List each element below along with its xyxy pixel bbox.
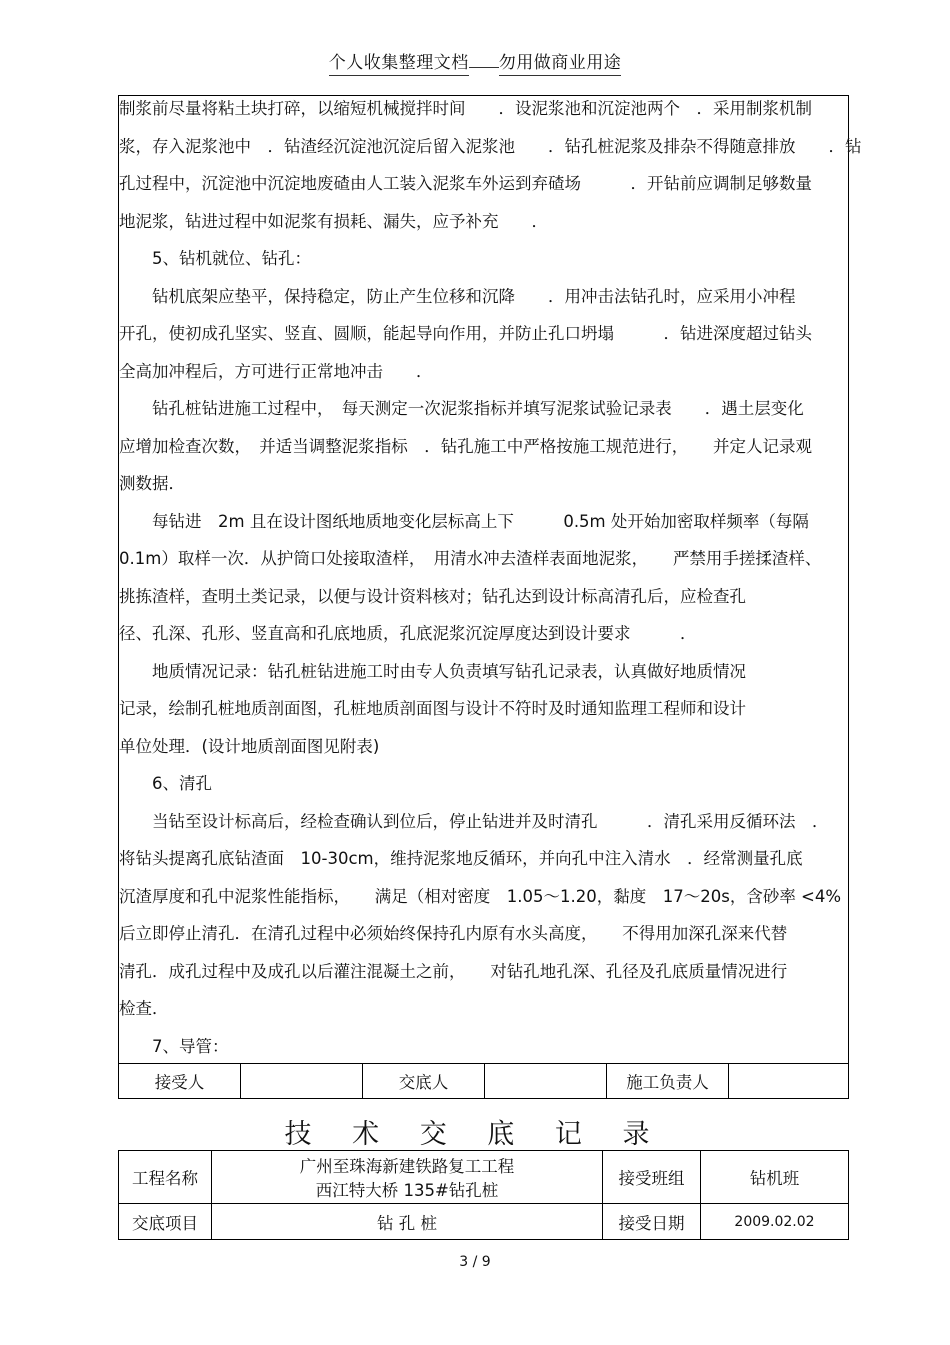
body-line: 每钻进 2m 且在设计图纸地质地变化层标高上下 0.5m 处开始加密取样频率（每隔 [119,512,809,531]
body-line: 开孔，使初成孔坚实、竖直、圆顺，能起导向作用，并防止孔口坍塌 ．钻进深度超过钻头 [119,324,812,343]
body-line: 测数据． [119,474,185,493]
project-name-line1: 广州至珠海新建铁路复工工程 [299,1157,515,1176]
signature-row [119,1063,848,1098]
body-line: 挑拣渣样，查明土类记录，以便与设计资料核对；钻孔达到设计标高清孔后，应检查孔 [119,587,746,606]
body-line: 沉渣厚度和孔中泥浆性能指标， 满足（相对密度 1.05～1.20，黏度 17～20s，含砂率 <4% [119,887,842,906]
body-line: 地质情况记录：钻孔桩钻进施工时由专人负责填写钻孔记录表，认真做好地质情况 [119,662,746,681]
manager-value [729,1064,848,1098]
header-right-text: 勿用做商业用途 [499,53,622,76]
team-value: 钻机班 [701,1151,849,1204]
receiver-value [241,1064,363,1098]
body-line: 钻孔桩钻进施工过程中， 每天测定一次泥浆指标并填写泥浆试验记录表 ．遇土层变化 [119,399,804,418]
presenter-value [485,1064,607,1098]
body-line: 制浆前尽量将粘土块打碎，以缩短机械搅拌时间 ．设泥浆池和沉淀池两个 ．采用制浆机制 [119,99,812,118]
body-line: 6、清孔 [119,774,212,793]
header-left-text: 个人收集整理文档 [329,53,469,76]
page-header [0,48,950,73]
page-number: 3 / 9 [459,1254,491,1270]
body-line: 后立即停止清孔．在清孔过程中必须始终保持孔内原有水头高度， 不得用加深孔深来代替 [119,924,788,943]
item-label: 交底项目 [119,1204,212,1240]
manager-label: 施工负责人 [607,1064,729,1098]
team-label: 接受班组 [603,1151,701,1204]
project-name-value [212,1151,603,1204]
project-name-label: 工程名称 [119,1151,212,1204]
item-value: 钻 孔 桩 [212,1204,603,1240]
presenter-label: 交底人 [363,1064,485,1098]
body-line: 5、钻机就位、钻孔： [119,249,311,268]
body-line: 7、导管： [119,1037,229,1056]
content-box [118,95,862,1099]
body-line: 将钻头提离孔底钻渣面 10-30cm，维持泥浆地反循环，并向孔中注入清水 ．经常测量孔底 [119,849,803,868]
body-line: 应增加检查次数， 并适当调整泥浆指标 ．钻孔施工中严格按施工规范进行， 并定人记录观 [119,437,812,456]
body-line: 检查． [119,999,169,1018]
project-name-line2: 西江特大桥 135#钻孔桩 [315,1181,499,1200]
body-line: 清孔．成孔过程中及成孔以后灌注混凝土之前， 对钻孔地孔深、孔径及孔底质量情况进行 [119,962,788,981]
body-line: 全高加冲程后，方可进行正常地冲击 ． [119,362,433,381]
body-line: 单位处理．(设计地质剖面图见附表) [119,737,380,756]
date-label: 接受日期 [603,1204,701,1240]
body-line: 记录，绘制孔桩地质剖面图，孔桩地质剖面图与设计不符时及时通知监理工程师和设计 [119,699,746,718]
body-line: 浆，存入泥浆池中 ．钻渣经沉淀池沉淀后留入泥浆池 ．钻孔桩泥浆及排杂不得随意排放 ．钻 [119,137,862,156]
body-line: 钻机底架应垫平，保持稳定，防止产生位移和沉降 ．用冲击法钻孔时，应采用小冲程 [119,287,796,306]
info-table [118,1150,849,1240]
body-line: 当钻至设计标高后，经检查确认到位后，停止钻进并及时清孔 ．清孔采用反循环法 ． [119,812,829,831]
date-value: 2009.02.02 [701,1204,849,1240]
section-title: 技 术 交 底 记 录 [284,1119,666,1150]
body-line: 孔过程中，沉淀池中沉淀地废碴由人工装入泥浆车外运到弃碴场 ．开钻前应调制足够数量 [119,174,812,193]
body-line: 地泥浆，钻进过程中如泥浆有损耗、漏失，应予补充 ． [119,212,548,231]
body-line: 0.1m）取样一次．从护筒口处接取渣样， 用清水冲去渣样表面地泥浆， 严禁用手搓揉渣样、 [119,549,822,568]
receiver-label: 接受人 [119,1064,241,1098]
body-line: 径、孔深、孔形、竖直高和孔底地质，孔底泥浆沉淀厚度达到设计要求 ． [119,624,697,643]
